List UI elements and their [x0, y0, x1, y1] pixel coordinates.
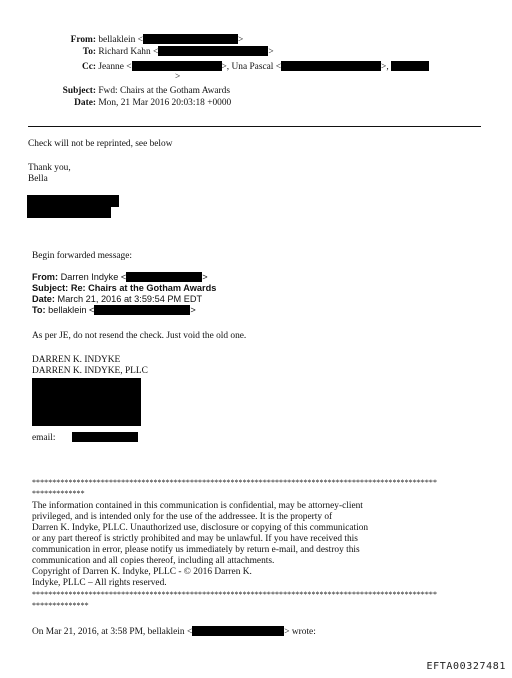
disclaimer-line: Darren K. Indyke, PLLC. Unauthorized use, disclosure or copying of this communication [32, 523, 369, 533]
disclaimer-line: or any part thereof is strictly prohibited and may be unlawful. If you have received this [32, 534, 358, 544]
stars-divider-top-cont: ************* [32, 489, 85, 498]
redaction-block [32, 378, 141, 426]
fwd-subject-value: Re: Chairs at the Gotham Awards [70, 283, 217, 293]
email-label: email: [32, 433, 56, 443]
disclaimer-line: communication in error, please notify us immediately by return e-mail, and destroy this [32, 545, 360, 555]
from-label: From: [70, 35, 96, 45]
redaction [192, 626, 284, 636]
fwd-message: As per JE, do not resend the check. Just void the old one. [32, 331, 247, 341]
body-line-1: Check will not be reprinted, see below [28, 139, 173, 149]
to-value: Richard Kahn [98, 47, 151, 57]
cc-value-1: Jeanne [98, 62, 124, 72]
redaction [143, 34, 238, 44]
disclaimer-line: communication and all copies thereof, including all attachments. [32, 556, 275, 566]
fwd-date-value: March 21, 2016 at 3:59:54 PM EDT [57, 294, 203, 304]
redaction [158, 46, 268, 56]
signature-name: DARREN K. INDYKE [32, 355, 121, 365]
header-divider [28, 126, 481, 127]
cc-value-2: Una Pascal [231, 62, 274, 72]
header-date [20, 98, 231, 109]
fwd-subject-label: Subject: [32, 283, 69, 293]
header-to: To: Richard Kahn < > [20, 46, 274, 58]
redaction [391, 61, 429, 71]
redaction [94, 305, 190, 315]
quote-line: On Mar 21, 2016, at 3:58 PM, bellaklein < > wrote: [32, 627, 316, 637]
redaction [27, 207, 111, 218]
fwd-from-label: From: [32, 272, 59, 282]
signature-email [32, 432, 138, 444]
from-value: bellaklein [98, 35, 136, 45]
bates-number: EFTA00327481 [426, 661, 506, 672]
to-label: To: [82, 47, 96, 57]
fwd-from: From: Darren Indyke < > [32, 272, 208, 282]
disclaimer-line: Copyright of Darren K. Indyke, PLLC - © 2016 Darren K. [32, 567, 252, 577]
disclaimer-line: Indyke, PLLC – All rights reserved. [32, 578, 167, 588]
fwd-from-value: Darren Indyke [60, 272, 119, 282]
date-value: Mon, 21 Mar 2016 20:03:18 +0000 [98, 98, 232, 108]
stars-divider-bottom-cont: ************** [32, 601, 89, 610]
body-thanks: Thank you, [28, 163, 71, 173]
header-cc: Cc: Jeanne < >, Una Pascal < >, [20, 61, 429, 73]
quote-prefix: On Mar 21, 2016, at 3:58 PM, bellaklein [32, 627, 185, 637]
subject-value: Fwd: Chairs at the Gotham Awards [98, 86, 231, 96]
redaction [126, 272, 202, 282]
cc-label: Cc: [81, 62, 96, 72]
date-label: Date: [74, 98, 96, 108]
fwd-to: To: bellaklein < > [32, 305, 196, 315]
fwd-subject [32, 283, 216, 294]
fwd-to-label: To: [32, 305, 46, 315]
fwd-date [32, 294, 202, 305]
header-subject [20, 86, 230, 97]
disclaimer-line: The information contained in this communication is confidential, may be attorney-client [32, 501, 363, 511]
redaction [72, 432, 138, 442]
redaction [27, 195, 119, 207]
header-cc-cont: > [175, 72, 181, 82]
fwd-date-label: Date: [32, 294, 55, 304]
forward-intro: Begin forwarded message: [32, 251, 132, 261]
stars-divider-top: **************************************************************************************************** [32, 478, 437, 487]
stars-divider-bottom: **************************************************************************************************** [32, 590, 437, 599]
header-from: From: bellaklein < > [20, 34, 243, 46]
redaction [281, 61, 381, 71]
disclaimer-line: privileged, and is intended only for the use of the addressee. It is the property of [32, 512, 333, 522]
body-name: Bella [28, 174, 48, 184]
subject-label: Subject: [62, 86, 96, 96]
fwd-to-value: bellaklein [48, 305, 87, 315]
quote-suffix: wrote: [291, 627, 316, 637]
redaction [132, 61, 222, 71]
signature-firm: DARREN K. INDYKE, PLLC [32, 366, 148, 376]
